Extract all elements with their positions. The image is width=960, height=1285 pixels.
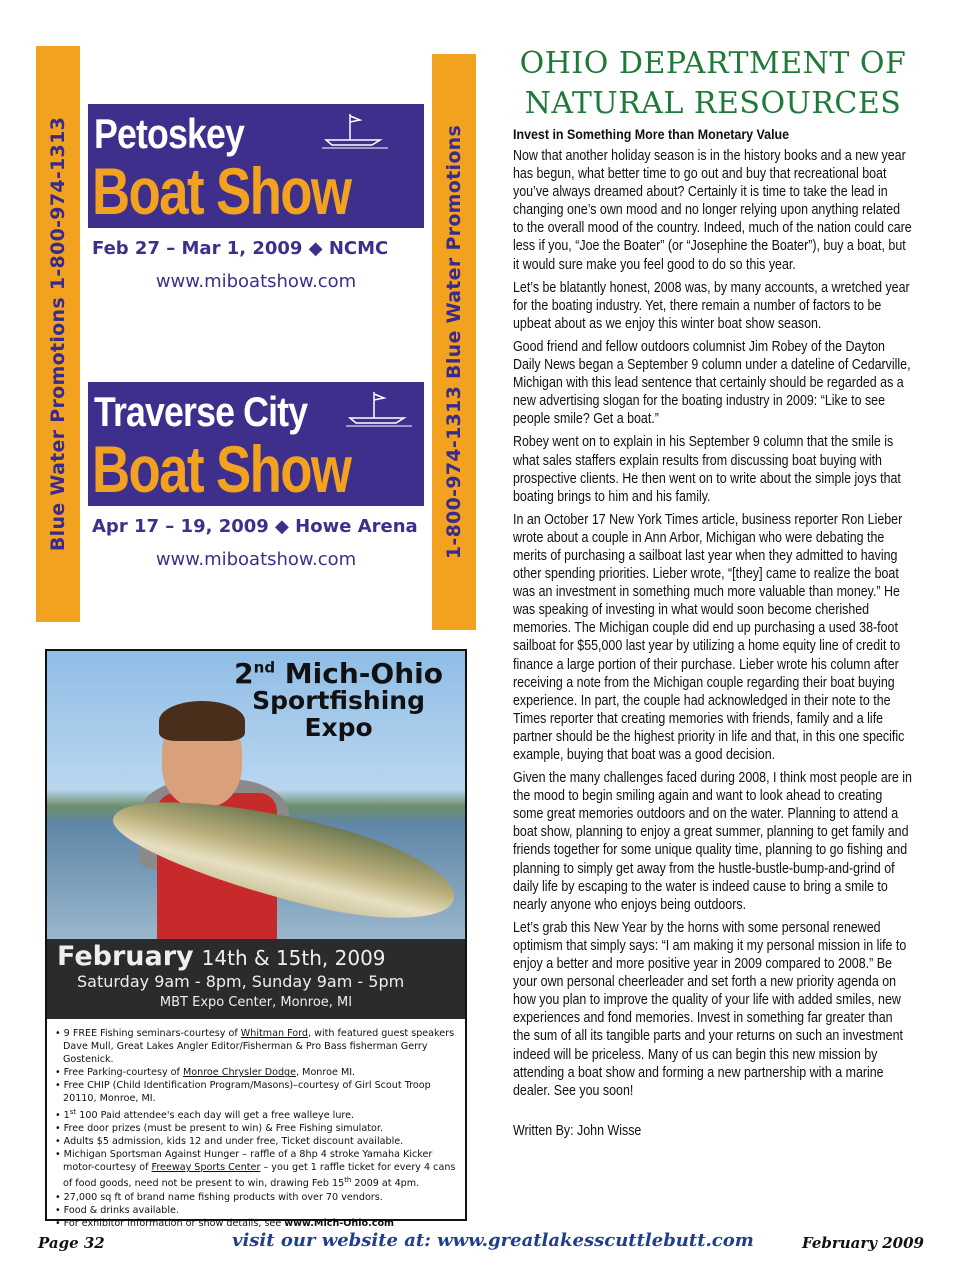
page-footer xyxy=(0,1226,960,1260)
right-strip-text: 1-800-974-1313 Blue Water Promotions xyxy=(443,124,465,560)
traverse-city-banner xyxy=(88,382,424,506)
article-paragraph: Robey went on to explain in his September 9 column that the smile is what sales staffers explain results from discussing boat buying with prospective clients. He then went on to write about the simple joys that boating brings to him and his family. xyxy=(513,434,901,505)
list-item: • Michigan Sportsman Against Hunger – raffle of a 8hp 4 stroke Yamaha Kicker motor-courtesy of Freeway Sports Center – you get 1 raffle ticket for every 4 cans of food goods, need not be present to win, drawing Feb 15th 2009 at 4pm. xyxy=(53,1148,459,1190)
expo-features-list xyxy=(47,1019,465,1230)
show-title: Boat Show xyxy=(92,154,351,228)
issue-date: February 2009 xyxy=(802,1234,924,1252)
sportfishing-expo-ad xyxy=(45,649,467,1229)
show-url[interactable]: www.miboatshow.com xyxy=(155,549,357,570)
boat-show-ad xyxy=(36,46,465,626)
expo-title: 2nd Mich-Ohio Sportfishing Expo xyxy=(234,657,443,742)
show-date: Feb 27 – Mar 1, 2009 ◆ NCMC xyxy=(92,238,389,259)
boy-hair xyxy=(159,701,245,741)
show-city: Petoskey xyxy=(94,110,244,157)
article-paragraph: In an October 17 New York Times article, business reporter Ron Lieber wrote about a couple in Ann Arbor, Michigan who were debating the merits of purchasing a sailboat last year when they admitted to having other spending priorities. Lieber wrote, “[they] came to realize the boat was an investment in something much more valuable than money.” He was speaking of investing in what would soon become cherished memories. The Michigan couple did end up purchasing a used 38-foot sailboat for $55,000 last year by utilizing a home equity line of credit to finance a large portion of their purchase. Lieber wrote his column after receiving a note from the Michigan couple regarding their boat buying experience. In part, the couple had acknowledged in their note to the Times reporter that creating memories with friends, family and a life partner should be the highest priority in life and that, in this one specific example, buying that boat was a good decision. xyxy=(513,511,905,763)
article-paragraph: Given the many challenges faced during 2008, I think most people are in the mood to begin smiling again and want to look ahead to creating some great memories outdoors and on the water. Planning to attend a boat show, planning to enjoy a great summer, planning to get family and friends together for some unique quality time, planning to go fishing and planning to simply get away from the hustle-bustle-bump-and-grind of daily life by escaping to the water is indeed cause to bring a smile to nearly anyone who enjoys being outdoors. xyxy=(513,770,912,913)
article-subtitle: Invest in Something More than Monetary Value xyxy=(513,127,790,142)
article-paragraph: Now that another holiday season is in the history books and a new year has begun, what better time to go out and buy that recreational boat you’ve always dreamed about? Certainly it is time to take the lead in changing one’s own mood and no longer relying upon anything related to the overall mood of the country. Indeed, much of the nation could care less if you, “Joe the Boater” (or “Josephine the Boater”), buy a boat, but it would sure make you feel good to do so this year. xyxy=(513,148,912,273)
odnr-article xyxy=(513,44,913,1140)
sailboat-icon xyxy=(344,388,414,428)
article-paragraph: Let’s be blatantly honest, 2008 was, by many accounts, a wretched year for the boating industry. Yet, there remain a number of factors to be upbeat about as we enjoy this winter boat show season. xyxy=(513,279,910,332)
left-strip-text: Blue Water Promotions 1-800-974-1313 xyxy=(47,116,69,552)
expo-month: February xyxy=(57,941,194,972)
list-item: • 1st 100 Paid attendee's each day will get a free walleye lure. xyxy=(53,1106,459,1122)
article-body xyxy=(513,147,913,1100)
footer-website-link[interactable]: visit our website at: www.greatlakesscuttlebutt.com xyxy=(232,1230,754,1251)
show-title: Boat Show xyxy=(92,432,351,506)
expo-website-link[interactable]: www.Mich-Ohio.com xyxy=(284,1217,395,1229)
expo-date-band xyxy=(47,939,465,1019)
show-url[interactable]: www.miboatshow.com xyxy=(155,271,357,292)
expo-hours: Saturday 9am - 8pm, Sunday 9am - 5pm xyxy=(77,972,405,991)
expo-days: 14th & 15th, 2009 xyxy=(201,946,386,970)
list-item: • 27,000 sq ft of brand name fishing products with over 70 vendors. xyxy=(53,1191,459,1204)
list-item: • Free Parking-courtesy of Monroe Chrysler Dodge, Monroe MI. xyxy=(53,1066,459,1079)
left-phone-strip xyxy=(36,46,80,622)
show-city: Traverse City xyxy=(94,388,308,435)
article-title: OHIO DEPARTMENT OF NATURAL RESOURCES xyxy=(519,46,907,121)
petoskey-banner xyxy=(88,104,424,228)
list-item: • For exhibitor information or show details, see www.Mich-Ohio.com xyxy=(53,1217,459,1230)
article-paragraph: Good friend and fellow outdoors columnist Jim Robey of the Dayton Daily News began a September 9 column under a dateline of Cedarville, Michigan with this lead sentence that certainly should be regarded as a new advertising slogan for the boating industry in 2009: “Like to see people smile? Get a boat.” xyxy=(513,338,911,428)
traverse-city-show xyxy=(88,382,424,570)
article-byline: Written By: John Wisse xyxy=(513,1122,642,1139)
list-item: • Free CHIP (Child Identification Program/Masons)–courtesy of Girl Scout Troop 20110, Monroe, MI. xyxy=(53,1079,459,1105)
list-item: • Free door prizes (must be present to win) & Free Fishing simulator. xyxy=(53,1122,459,1135)
page-number: Page 32 xyxy=(38,1234,105,1252)
list-item: • 9 FREE Fishing seminars-courtesy of Whitman Ford, with featured guest speakers Dave Mull, Great Lakes Angler Editor/Fisherman & Pro Bass fisherman Gerry Gostenick. xyxy=(53,1027,459,1066)
show-date: Apr 17 – 19, 2009 ◆ Howe Arena xyxy=(92,516,418,537)
list-item: • Adults $5 admission, kids 12 and under free, Ticket discount available. xyxy=(53,1135,459,1148)
sailboat-icon xyxy=(320,110,390,150)
right-phone-strip xyxy=(432,54,476,630)
article-paragraph: Let’s grab this New Year by the horns with some personal renewed optimism that simply says: “I am making it my personal mission in life to enjoy a better and more positive year in 2009 compared to 2008.” Be your own personal cheerleader and set forth a new priority agenda on how you plan to improve the quality of your life with added smiles, new experiences and fond memories. Invest in something far greater than the sum of all its tangible parts and your returns on such an investment indeed will be priceless. Many of us can begin this new mission by attending a boat show and forming a new partnership with a marine dealer. See you soon! xyxy=(513,919,907,1099)
expo-venue: MBT Expo Center, Monroe, MI xyxy=(159,995,353,1010)
petoskey-show xyxy=(88,104,424,292)
boy-with-fish-photo xyxy=(47,651,465,939)
list-item: • Food & drinks available. xyxy=(53,1204,459,1217)
